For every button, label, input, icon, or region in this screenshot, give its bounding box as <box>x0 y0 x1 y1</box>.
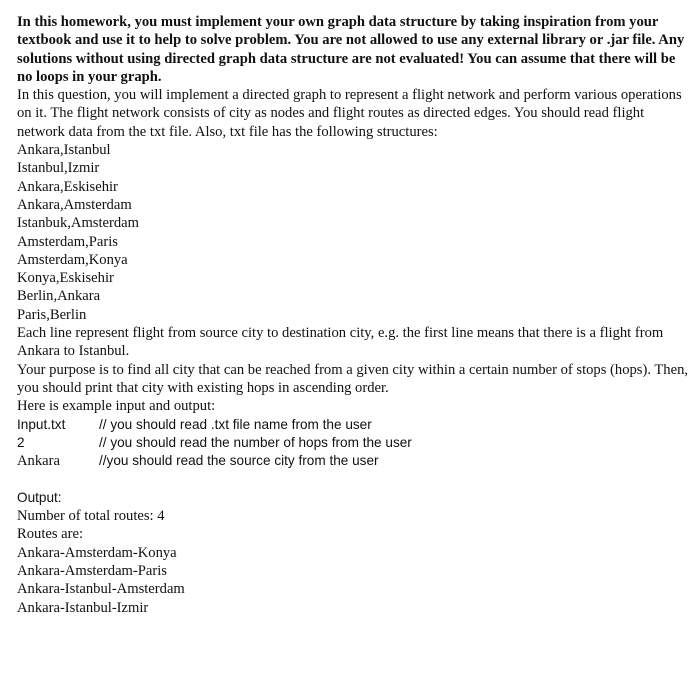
blank-line <box>17 470 693 488</box>
flight-line: Ankara,Istanbul <box>17 142 111 159</box>
route-line: Ankara-Amsterdam-Konya <box>17 544 177 561</box>
flight-line: Istanbuk,Amsterdam <box>17 215 139 232</box>
flight-line: Amsterdam,Konya <box>17 251 128 268</box>
flight-data-list <box>17 141 693 324</box>
total-routes: Number of total routes: 4 <box>17 508 165 525</box>
purpose-description: Your purpose is to find all city that can be reached from a given city within a certain number of stops (hops). Then, you should print that city with existing hops in ascending order. <box>17 361 689 396</box>
example-input-value: Input.txt <box>17 416 66 432</box>
flight-explanation: Each line represent flight from source city to destination city, e.g. the first line means that there is a flight from Ankara to Istanbul. <box>17 325 664 360</box>
example-input-comment: //you should read the source city from the user <box>99 453 379 469</box>
example-input-row <box>17 416 693 434</box>
route-line: Ankara-Amsterdam-Paris <box>17 562 167 579</box>
route-line: Ankara-Istanbul-Izmir <box>17 599 149 616</box>
flight-line: Paris,Berlin <box>17 306 87 323</box>
example-input-row <box>17 434 693 452</box>
homework-document <box>17 13 693 617</box>
example-input-value: 2 <box>17 434 25 450</box>
example-input-comment: // you should read the number of hops from the user <box>99 434 412 450</box>
flight-line: Berlin,Ankara <box>17 288 101 305</box>
example-input-value: Ankara <box>17 453 60 470</box>
example-input-row <box>17 452 693 470</box>
example-input-block <box>17 416 693 471</box>
question-description: In this question, you will implement a directed graph to represent a flight network and perform various operations on it. The flight network consists of city as nodes and flight routes as directed edges. You should read flight network data from the txt file. Also, txt file has the following structures: <box>17 87 682 140</box>
example-output-block <box>17 489 693 617</box>
flight-line: Konya,Eskisehir <box>17 270 114 287</box>
intro-instructions: In this homework, you must implement your own graph data structure by taking inspiration from your textbook and use it to help to solve problem. You are not allowed to use any external library or .jar file. Any solutions without using directed graph data structure are not evaluated! You can assume that there will be no loops in your graph. <box>17 14 685 85</box>
output-label: Output: <box>17 489 62 505</box>
flight-line: Amsterdam,Paris <box>17 233 118 250</box>
flight-line: Istanbul,Izmir <box>17 160 100 177</box>
flight-line: Ankara,Amsterdam <box>17 196 132 213</box>
route-line: Ankara-Istanbul-Amsterdam <box>17 581 185 598</box>
routes-label: Routes are: <box>17 526 84 543</box>
flight-line: Ankara,Eskisehir <box>17 178 118 195</box>
example-heading: Here is example input and output: <box>17 398 216 415</box>
example-input-comment: // you should read .txt file name from the user <box>99 416 372 432</box>
